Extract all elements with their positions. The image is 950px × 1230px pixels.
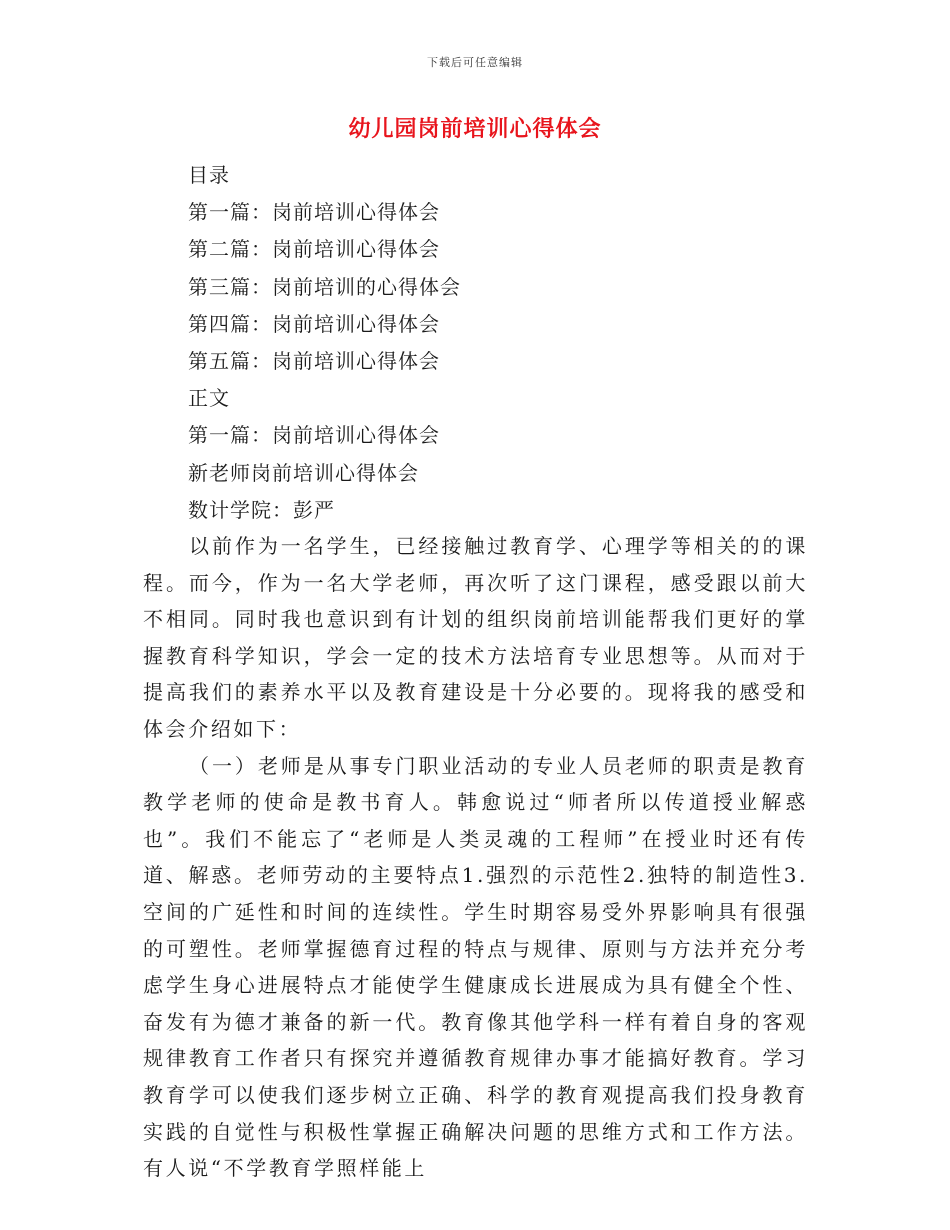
- body-paragraph: 以前作为一名学生，已经接触过教育学、心理学等相关的的课程。而今，作为一名大学老师，再次听了这门课程，感受跟以前大不相同。同时我也意识到有计划的组织岗前培训能帮我们更好的掌握教育科学知识，学会一定的技术方法培育专业思想等。从而对于提高我们的素养水平以及教育建设是十分必要的。现将我的感受和体会介绍如下：: [143, 534, 808, 741]
- toc-item: 第二篇：岗前培训心得体会: [188, 237, 440, 262]
- document-title: 幼儿园岗前培训心得体会: [348, 116, 602, 142]
- author-line: 数计学院：彭严: [188, 497, 335, 522]
- body-heading: 正文: [188, 386, 230, 411]
- article-title: 新老师岗前培训心得体会: [188, 460, 419, 485]
- section-heading: 第一篇：岗前培训心得体会: [188, 423, 440, 448]
- toc-item: 第五篇：岗前培训心得体会: [188, 348, 440, 373]
- toc-item: 第一篇：岗前培训心得体会: [188, 200, 440, 225]
- toc-item: 第三篇：岗前培训的心得体会: [188, 274, 461, 299]
- page-header-note: 下载后可任意编辑: [427, 56, 523, 69]
- toc-heading: 目录: [188, 163, 230, 187]
- table-of-contents: [188, 157, 461, 529]
- body-paragraph: （一）老师是从事专门职业活动的专业人员老师的职责是教育教学老师的使命是教书育人。韩愈说过“师者所以传道授业解惑也”。我们不能忘了“老师是人类灵魂的工程师”在授业时还有传道、解惑。老师劳动的主要特点1.强烈的示范性2.独特的制造性3.空间的广延性和时间的连续性。学生时期容易受外界影响具有很强的可塑性。老师掌握德育过程的特点与规律、原则与方法并充分考虑学生身心进展特点才能使学生健康成长进展成为具有健全个性、奋发有为德才兼备的新一代。教育像其他学科一样有着自身的客观规律教育工作者只有探究并遵循教育规律办事才能搞好教育。学习教育学可以使我们逐步树立正确、科学的教育观提高我们投身教育实践的自觉性与积极性掌握正确解决问题的思维方式和工作方法。有人说“不学教育学照样能上: [143, 753, 808, 1181]
- toc-item: 第四篇：岗前培训心得体会: [188, 311, 440, 336]
- article-body: [143, 528, 808, 1187]
